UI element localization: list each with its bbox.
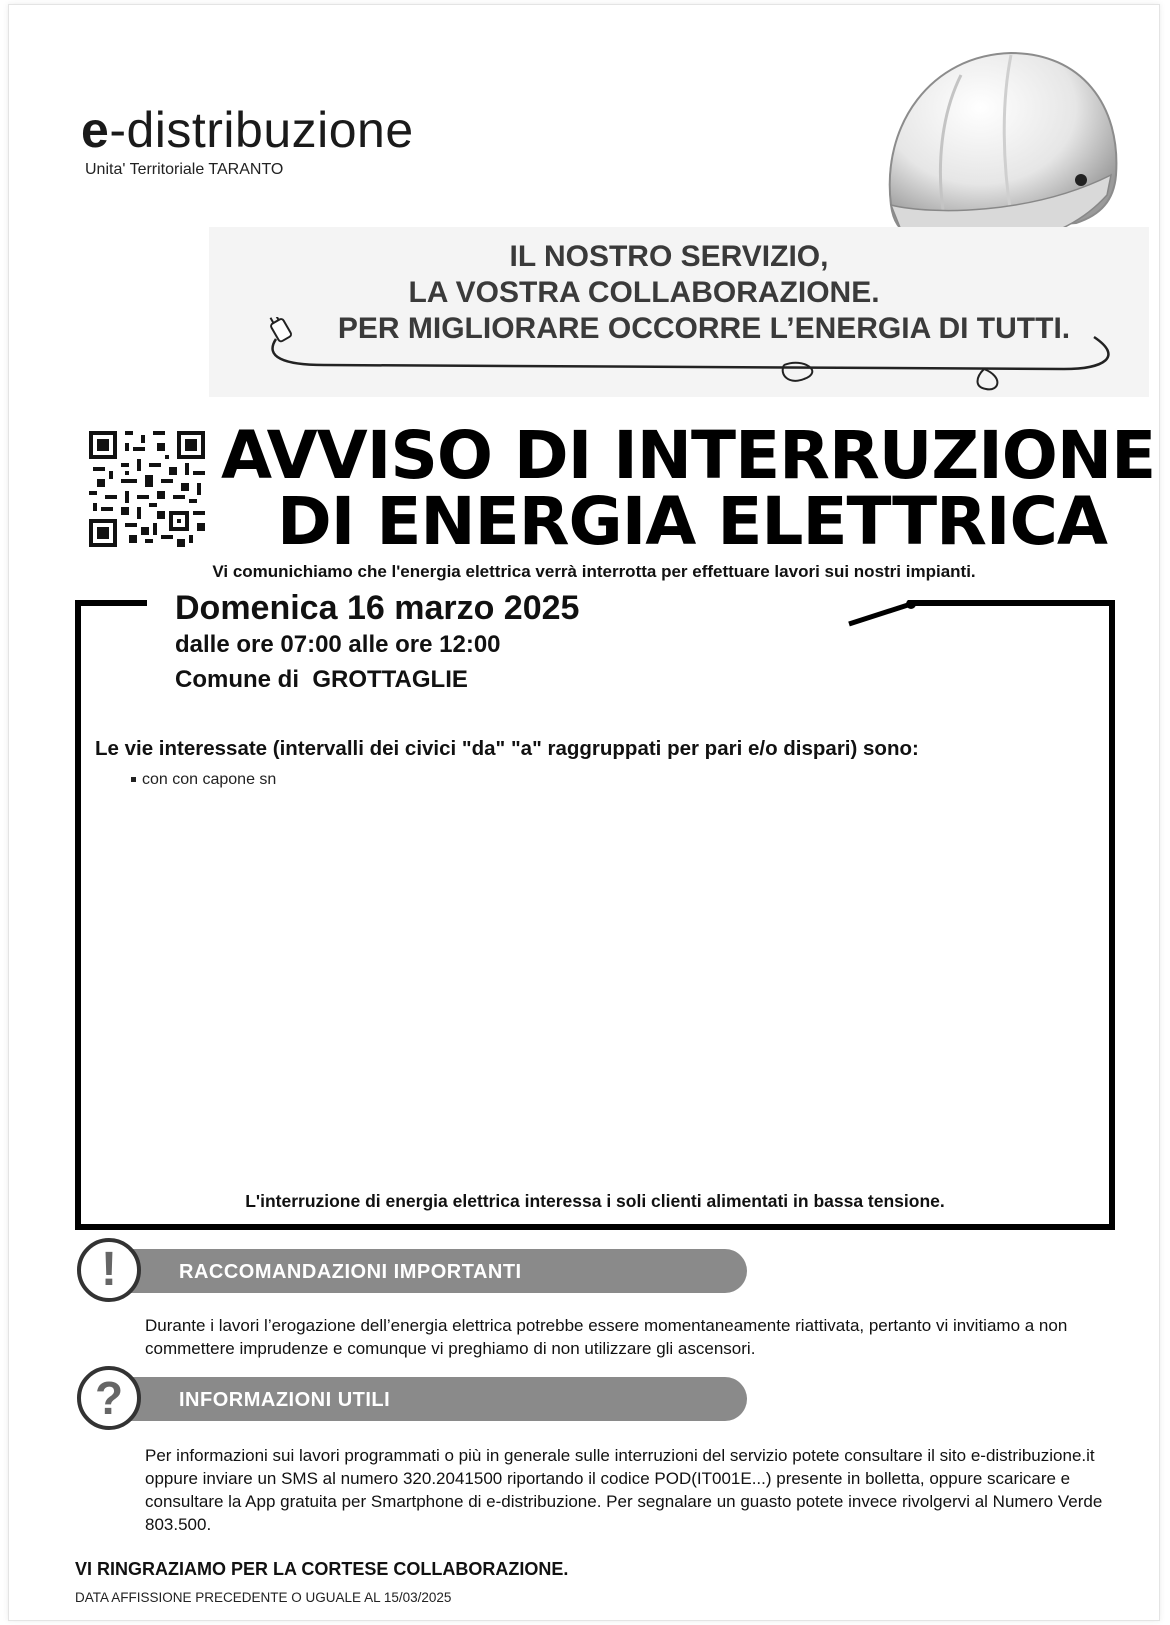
title-line-2: DI ENERGIA ELETTRICA	[277, 483, 1108, 560]
street-name: con con capone sn	[142, 771, 277, 788]
exclamation-icon: !	[77, 1238, 141, 1302]
low-voltage-note: L'interruzione di energia elettrica interessa i soli clienti alimentati in bassa tensione.	[245, 1191, 945, 1211]
info-text: Per informazioni sui lavori programmati o più in generale sulle interruzioni del servizio potete consultare il sito e-distribuzione.it oppure inviare un SMS al numero 320.2041500 riportando il codice POD(IT001E...) presente in bolletta, oppure scaricare e consultare la App gratuita per Smartphone di e-distribuzione. Per segnalare un guasto potete invece rivolgervi al Numero Verde 803.500.	[145, 1446, 1103, 1534]
slogan-line-1: IL NOSTRO SERVIZIO,	[509, 240, 829, 273]
affix-date: DATA AFFISSIONE PRECEDENTE O UGUALE AL 15/03/2025	[75, 1590, 452, 1605]
municipality: Comune di GROTTAGLIE	[175, 666, 468, 693]
slogan-line-2: LA VOSTRA COLLABORAZIONE.	[408, 276, 880, 309]
streets-heading: Le vie interessate (intervalli dei civici "da" "a" raggruppati per pari e/o dispari) sono:	[95, 737, 919, 760]
slogan-line-3: PER MIGLIORARE OCCORRE L’ENERGIA DI TUTTI.	[337, 312, 1071, 345]
interruption-hours: dalle ore 07:00 alle ore 12:00	[175, 631, 501, 658]
question-icon: ?	[77, 1366, 141, 1430]
e-distribuzione-logo	[81, 101, 414, 159]
list-item	[131, 771, 276, 789]
bullet-icon	[131, 777, 136, 782]
cable-plug-icon	[264, 317, 1134, 407]
territorial-unit: Unita' Territoriale TARANTO	[85, 161, 284, 178]
logo-prefix: e	[81, 102, 110, 158]
intro-text: Vi comunichiamo che l'energia elettrica verrà interrotta per effettuare lavori sui nostri impianti.	[212, 562, 976, 581]
notice-page	[8, 4, 1160, 1621]
info-heading: INFORMAZIONI UTILI	[179, 1389, 391, 1411]
title-line-1: AVVISO DI INTERRUZIONE	[221, 417, 1156, 494]
interruption-date: Domenica 16 marzo 2025	[175, 589, 580, 627]
recommendations-heading: RACCOMANDAZIONI IMPORTANTI	[179, 1261, 522, 1283]
qr-code[interactable]	[89, 431, 205, 547]
recommendations-text: Durante i lavori l’erogazione dell’energia elettrica potrebbe essere momentaneamente riattivata, pertanto vi invitiamo a non commettere imprudenze e comunque vi preghiamo di non utilizzare gli ascensori.	[145, 1316, 1068, 1358]
logo-text: -distribuzione	[109, 102, 414, 158]
thanks-text: VI RINGRAZIAMO PER LA CORTESE COLLABORAZIONE.	[75, 1559, 569, 1579]
notice-title	[221, 417, 1156, 560]
notice-frame	[75, 600, 1115, 1230]
